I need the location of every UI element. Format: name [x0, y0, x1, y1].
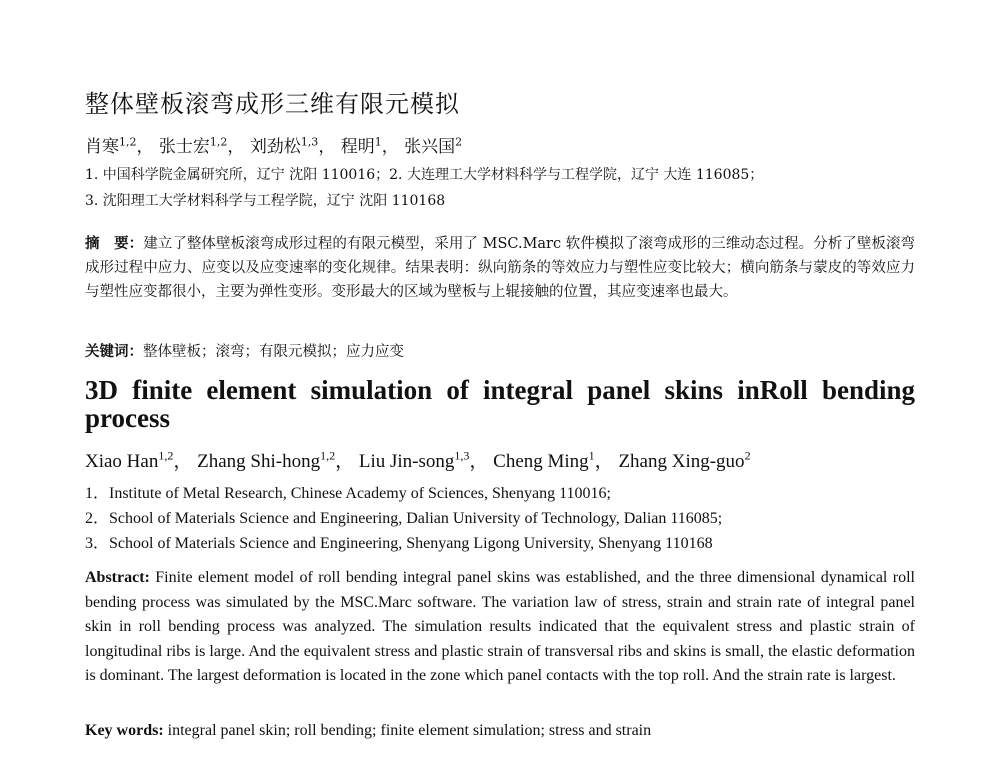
affiliation-cn-1: 1. 中国科学院金属研究所，辽宁 沈阳 110016；2. 大连理工大学材料科学与工程学院，辽宁 大连 116085； — [85, 167, 764, 183]
affiliation-cn-2: 3. 沈阳理工大学材料科学与工程学院，辽宁 沈阳 110168 — [85, 193, 446, 209]
abstract-en-text: Finite element model of roll bending integral panel skins was established, and the three dimensional dynamical roll bending process was simulated by the MSC.Marc software. The variation law of stress, strain and strain rate of integral panel skin in roll bending process was analyzed. The simulation results indicated that the equivalent stress and plastic strain of longitudinal ribs is large. And the equivalent stress and plastic strain of transversal ribs and skins is small, the elastic deformation is dominant. The largest deformation is located in the zone which panel contacts with the top roll. And the strain rate is largest. — [85, 569, 915, 684]
keywords-english — [85, 722, 651, 740]
title-chinese: 整体壁板滚弯成形三维有限元模拟 — [85, 90, 460, 118]
author-en-5: Zhang Xing-guo$^2$ — [618, 448, 751, 472]
abstract-english — [85, 566, 915, 689]
author-en-3: Liu Jin-song$^{1,3}$， — [358, 448, 489, 472]
abstract-cn-text: 建立了整体壁板滚弯成形过程的有限元模型，采用了 MSC.Marc 软件模拟了滚弯成形的三维动态过程。分析了壁板滚弯成形过程中应力、应变以及应变速率的变化规律。结果表明：纵向筋条的等效应力与塑性应变比较大；横向筋条与蒙皮的等效应力与塑性应变都很小，主要为弹性变形。变形最大的区域为壁板与上辊接触的位置，其应变速率也最大。 — [85, 236, 915, 300]
keywords-cn-label: 关键词： — [85, 343, 143, 360]
abstract-chinese — [85, 232, 915, 304]
author-cn-5: 张兴国$^2$ — [404, 135, 463, 157]
keywords-en-label: Key words: — [85, 722, 164, 739]
keywords-en-text: integral panel skin; roll bending; finite element simulation; stress and strain — [163, 722, 652, 739]
author-en-4: Cheng Ming$^1$， — [493, 448, 614, 472]
title-english: 3D finite element simulation of integral panel skins inRoll bending process — [85, 375, 915, 433]
author-en-1: Xiao Han$^{1,2}$， — [85, 448, 193, 472]
author-cn-1: 肖寒$^{1,2}$， — [85, 135, 154, 157]
affiliation-en-1: 1．Institute of Metal Research, Chinese Academy of Sciences, Shenyang 110016; — [85, 485, 611, 502]
keywords-chinese — [85, 340, 404, 361]
abstract-en-label: Abstract: — [85, 569, 150, 586]
author-cn-3: 刘劲松$^{1,3}$， — [249, 135, 336, 157]
author-en-2: Zhang Shi-hong$^{1,2}$， — [197, 448, 355, 472]
abstract-cn-label: 摘 要： — [85, 235, 144, 252]
affiliation-en-2: 2．School of Materials Science and Engineering, Dalian University of Technology, Dalian 116085; — [85, 510, 723, 527]
authors-english — [85, 446, 751, 473]
authors-chinese — [85, 132, 462, 157]
keywords-cn-text: 整体壁板；滚弯；有限元模拟；应力应变 — [143, 344, 404, 360]
author-cn-4: 程明$^1$， — [340, 135, 399, 157]
author-cn-2: 张士宏$^{1,2}$， — [158, 135, 245, 157]
affiliation-en-3: 3．School of Materials Science and Engineering, Shenyang Ligong University, Shenyang 110168 — [85, 535, 713, 552]
